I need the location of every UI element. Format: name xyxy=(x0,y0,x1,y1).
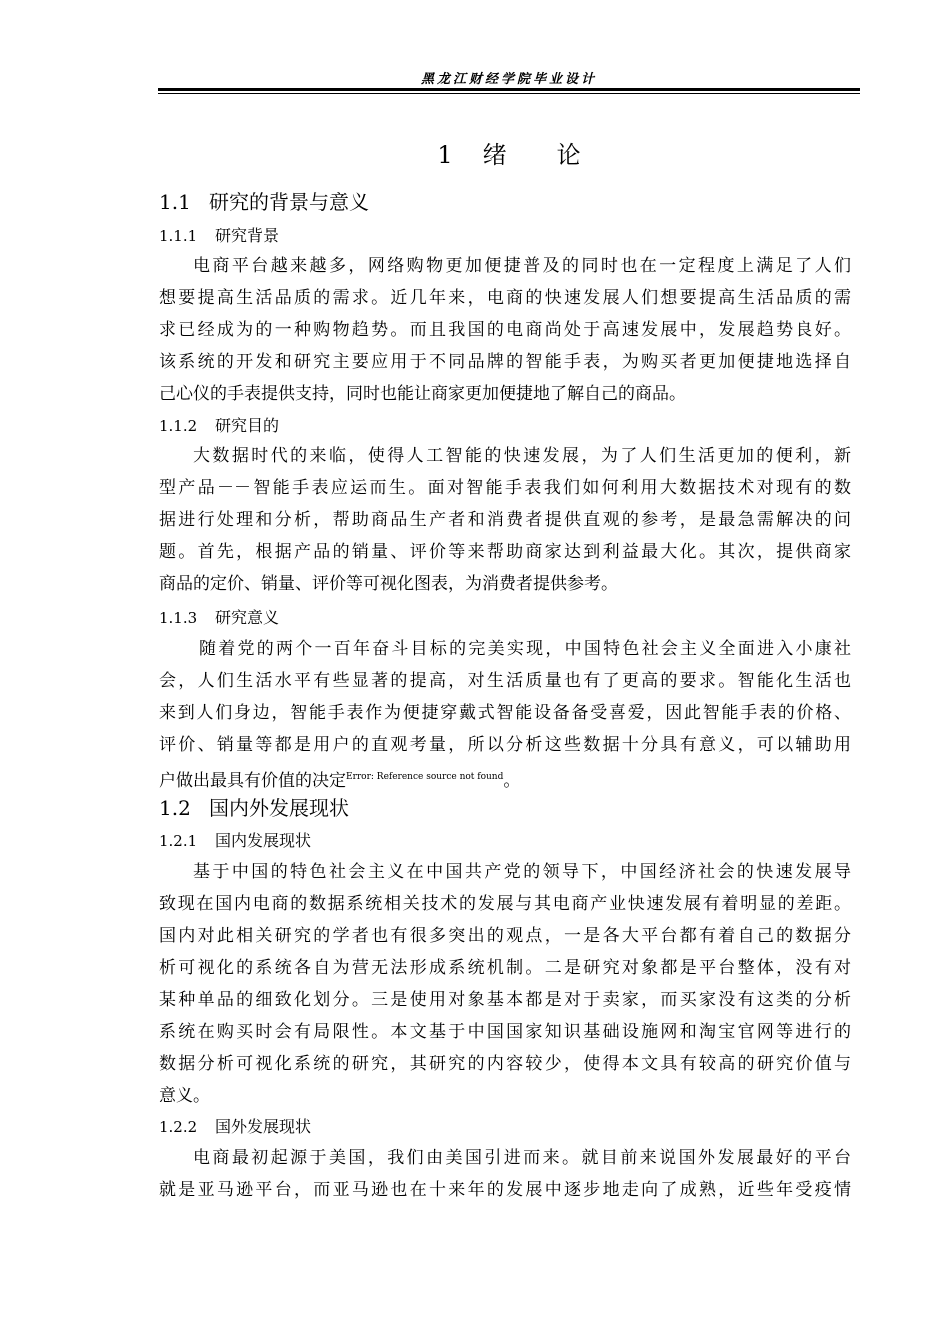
subsection-title: 研究目的 xyxy=(215,416,280,435)
subsection-title: 研究意义 xyxy=(215,608,280,627)
subsection-title: 研究背景 xyxy=(215,226,280,245)
section-heading-1-1 xyxy=(159,190,369,214)
header-rule-thin xyxy=(158,93,860,94)
subsection-heading-1-2-1 xyxy=(159,831,311,851)
reference-error-text: Error: Reference source not found xyxy=(346,772,504,782)
chapter-title-char-1: 绪 xyxy=(482,141,507,169)
chapter-title-char-2: 论 xyxy=(556,141,581,169)
paragraph-foreign-status xyxy=(159,1142,851,1206)
text-line: 随着党的两个一百年奋斗目标的完美实现，中国特色社会主义全面进入小康社 xyxy=(199,639,851,659)
text-line: 题。首先，根据产品的销量、评价等来帮助商家达到利益最大化。其次，提供商家 xyxy=(159,542,851,562)
text-line: 大数据时代的来临，使得人工智能的快速发展，为了人们生活更加的便利，新 xyxy=(193,446,851,466)
text-line: 析可视化的系统各自为营无法形成系统机制。二是研究对象都是平台整体，没有对 xyxy=(159,958,851,978)
subsection-heading-1-1-3 xyxy=(159,608,279,628)
subsection-title: 国内发展现状 xyxy=(215,831,312,850)
text-line: 评价、销量等都是用户的直观考量，所以分析这些数据十分具有意义，可以辅助用 xyxy=(159,735,851,755)
text-line: 型产品－－智能手表应运而生。面对智能手表我们如何利用大数据技术对现有的数 xyxy=(159,478,851,498)
subsection-number: 1.2.2 xyxy=(159,1118,198,1136)
subsection-heading-1-1-1 xyxy=(159,226,279,246)
text-line: 来到人们身边，智能手表作为便捷穿戴式智能设备备受喜爱，因此智能手表的价格、 xyxy=(159,703,851,723)
subsection-heading-1-2-2 xyxy=(159,1117,311,1137)
text-line: 数据分析可视化系统的研究，其研究的内容较少，使得本文具有较高的研究价值与 xyxy=(159,1054,851,1074)
text-line: 就是亚马逊平台，而亚马逊也在十来年的发展中逐步地走向了成熟，近些年受疫情 xyxy=(159,1180,851,1200)
paragraph-domestic-status xyxy=(159,856,851,1112)
subsection-number: 1.1.2 xyxy=(159,417,198,435)
text-line: 商品的定价、销量、评价等可视化图表，为消费者提供参考。 xyxy=(159,574,618,594)
text-line: 据进行处理和分析，帮助商品生产者和消费者提供直观的参考，是最急需解决的问 xyxy=(159,510,851,530)
section-heading-1-2 xyxy=(159,796,349,820)
text-line: 电商最初起源于美国，我们由美国引进而来。就目前来说国外发展最好的平台 xyxy=(193,1148,851,1168)
text-line: 电商平台越来越多，网络购物更加便捷普及的同时也在一定程度上满足了人们 xyxy=(193,256,851,276)
sentence-end-mark: 。 xyxy=(503,771,521,791)
text-line: 某种单品的细致化划分。三是使用对象基本都是对于卖家，而买家没有这类的分析 xyxy=(159,990,851,1010)
text-line xyxy=(159,761,851,797)
section-title: 研究的背景与意义 xyxy=(209,190,369,214)
section-number: 1.1 xyxy=(159,190,191,214)
section-title: 国内外发展现状 xyxy=(209,796,349,820)
header-rule-thick xyxy=(158,88,860,91)
section-number: 1.2 xyxy=(159,796,191,820)
paragraph-research-background xyxy=(159,250,851,410)
text-line: 求已经成为的一种购物趋势。而且我国的电商尚处于高速发展中，发展趋势良好。 xyxy=(159,320,851,340)
chapter-number: 1 xyxy=(437,141,453,169)
text-line: 该系统的开发和研究主要应用于不同品牌的智能手表，为购买者更加便捷地选择自 xyxy=(159,352,851,372)
text-line: 系统在购买时会有局限性。本文基于中国国家知识基础设施网和淘宝官网等进行的 xyxy=(159,1022,851,1042)
page-header: 黑龙江财经学院毕业设计 xyxy=(420,72,597,87)
chapter-title xyxy=(158,135,860,170)
text-line: 己心仪的手表提供支持，同时也能让商家更加便捷地了解自己的商品。 xyxy=(159,384,686,404)
text-line: 国内对此相关研究的学者也有很多突出的观点，一是各大平台都有着自己的数据分 xyxy=(159,926,851,946)
subsection-number: 1.1.1 xyxy=(159,227,198,245)
text-line: 致现在国内电商的数据系统相关技术的发展与其电商产业快速发展有着明显的差距。 xyxy=(159,894,851,914)
paragraph-research-significance xyxy=(159,633,851,797)
subsection-heading-1-1-2 xyxy=(159,416,279,436)
subsection-title: 国外发展现状 xyxy=(215,1117,312,1136)
text-line-content: 户做出最具有价值的决定 xyxy=(159,771,346,791)
text-line: 会，人们生活水平有些显著的提高，对生活质量也有了更高的要求。智能化生活也 xyxy=(159,671,851,691)
subsection-number: 1.1.3 xyxy=(159,609,198,627)
text-line: 意义。 xyxy=(159,1086,210,1106)
text-line: 基于中国的特色社会主义在中国共产党的领导下，中国经济社会的快速发展导 xyxy=(193,862,851,882)
paragraph-research-purpose xyxy=(159,440,851,600)
text-line: 想要提高生活品质的需求。近几年来，电商的快速发展人们想要提高生活品质的需 xyxy=(159,288,851,308)
subsection-number: 1.2.1 xyxy=(159,832,198,850)
